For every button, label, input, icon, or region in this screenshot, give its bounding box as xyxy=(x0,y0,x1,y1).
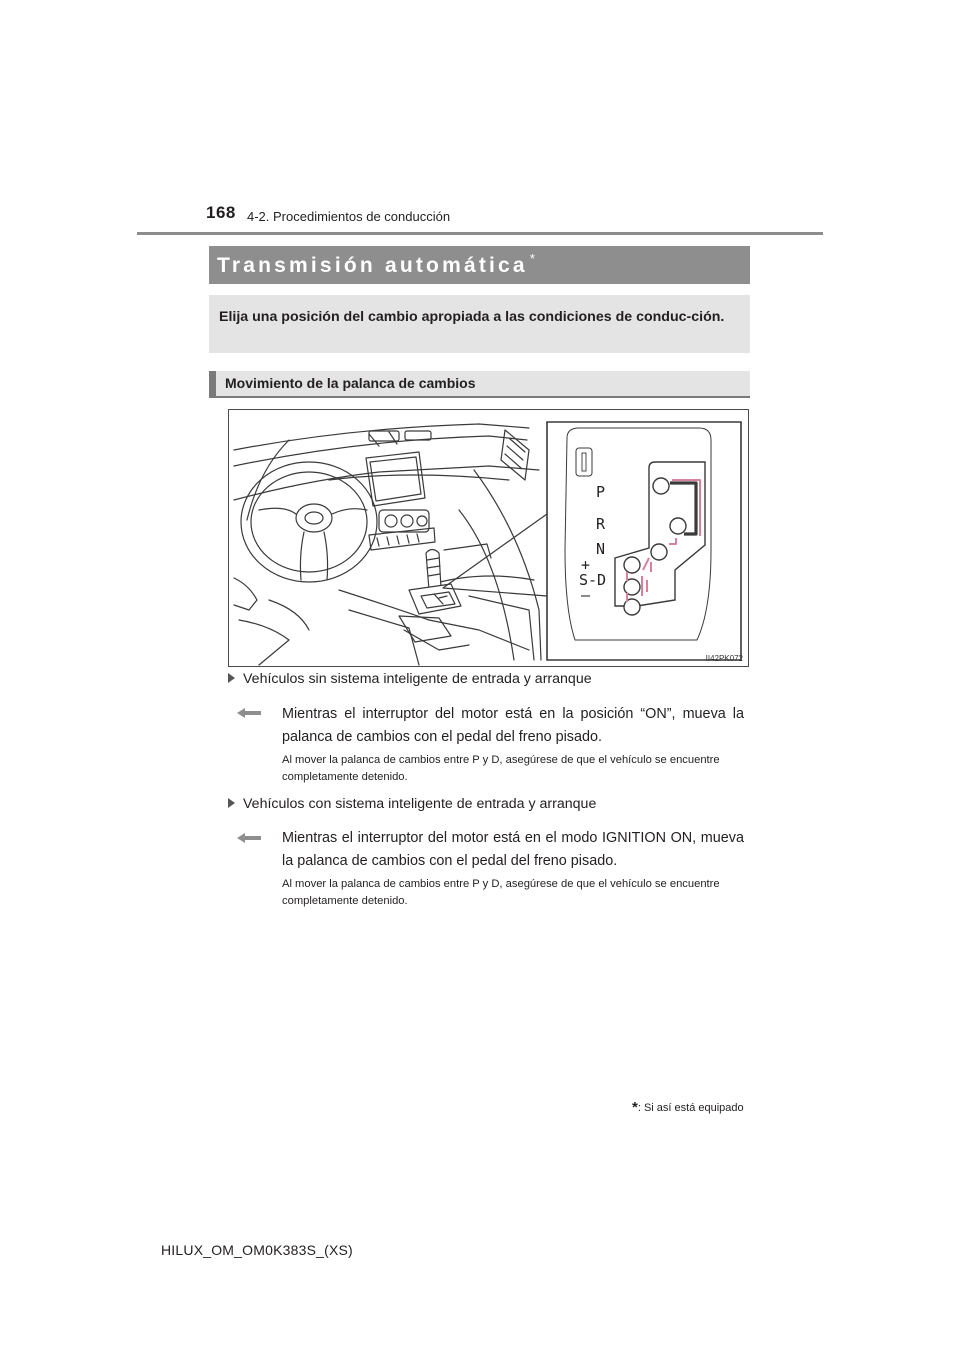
gate-label-s-d: S-D xyxy=(579,571,607,589)
page-title-text: Transmisión automática xyxy=(217,254,528,277)
gate-label-minus: – xyxy=(581,586,591,604)
gate-label-p: P xyxy=(596,483,606,501)
item-note-2: Al mover la palanca de cambios entre P y D, asegúrese de que el vehículo se encuentre completamente detenido. xyxy=(282,878,720,907)
footnote-text: : Si así está equipado xyxy=(637,1102,744,1114)
item-body-1: Mientras el interruptor del motor está en la posición “ON”, mueva la palanca de cambios con el pedal del freno pisado. xyxy=(282,706,744,745)
gate-label-n: N xyxy=(596,540,606,558)
gate-label-r: R xyxy=(596,515,606,533)
equipped-marker: * xyxy=(529,251,535,266)
item-note-1: Al mover la palanca de cambios entre P y D, asegúrese de que el vehículo se encuentre completamente detenido. xyxy=(282,754,720,783)
footnote xyxy=(632,1099,744,1116)
intro-box xyxy=(209,295,750,353)
subheading-accent xyxy=(209,371,216,396)
bullet-triangle-icon xyxy=(228,798,235,808)
title-bar xyxy=(209,246,750,284)
item-heading-2 xyxy=(228,796,596,812)
item-body-2: Mientras el interruptor del motor está en el modo IGNITION ON, mueva la palanca de cambios con el pedal del freno pisado. xyxy=(282,830,744,869)
section-heading: 4-2. Procedimientos de conducción xyxy=(247,209,451,224)
footnote-marker: * xyxy=(632,1099,638,1116)
subheading-bar xyxy=(209,371,750,398)
item-heading-text: Vehículos sin sistema inteligente de entrada y arranque xyxy=(243,671,592,687)
item-heading-1 xyxy=(228,671,592,687)
subheading-text: Movimiento de la palanca de cambios xyxy=(225,375,476,391)
intro-text: Elija una posición del cambio apropiada a las condiciones de conduc-ción. xyxy=(219,309,725,325)
gate-label-plus: + xyxy=(581,556,591,574)
cabin-drawing xyxy=(229,410,749,667)
item-heading-text: Vehículos con sistema inteligente de entrada y arranque xyxy=(243,796,597,812)
page-title xyxy=(217,251,535,278)
header-divider xyxy=(137,232,823,235)
page-number: 168 xyxy=(206,203,236,222)
bullet-triangle-icon xyxy=(228,673,235,683)
step-arrow-icon xyxy=(236,707,262,719)
shift-lever-illustration xyxy=(228,409,749,667)
step-arrow-icon xyxy=(236,832,262,844)
shift-gate-panel xyxy=(547,422,741,660)
figure-code: II42PK072 xyxy=(705,654,743,663)
document-footer: HILUX_OM_OM0K383S_(XS) xyxy=(161,1242,353,1258)
